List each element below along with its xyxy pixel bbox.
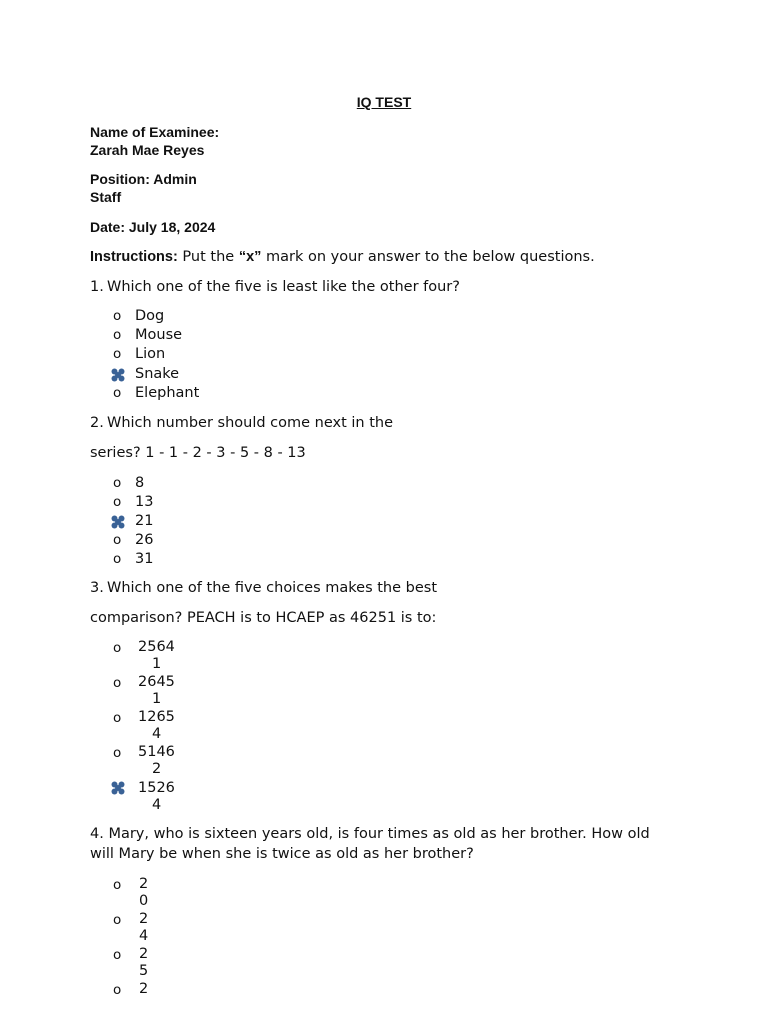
instructions-x-mark: “x” — [238, 249, 262, 265]
question-2-text-1: Which number should come next in the — [107, 415, 394, 431]
question-3 — [90, 579, 437, 597]
option-label: 2 — [139, 911, 149, 927]
option-label: 1526 — [138, 780, 175, 796]
option-label: Lion — [135, 346, 166, 362]
question-1 — [90, 278, 460, 296]
option-label-wrap: 0 — [139, 893, 149, 909]
question-4-text-2: will Mary be when she is twice as old as her brother? — [90, 846, 474, 862]
bullet: o — [113, 640, 122, 656]
option-label-wrap: 5 — [139, 963, 149, 979]
option-label: 21 — [135, 513, 154, 529]
bullet: o — [113, 877, 122, 893]
option-label: 2564 — [138, 639, 175, 655]
x-mark-icon — [111, 781, 125, 795]
bullet: o — [113, 675, 122, 691]
bullet: o — [113, 947, 122, 963]
instructions-text-2: mark on your answer to the below questions. — [261, 249, 595, 265]
examinee-name: Zarah Mae Reyes — [90, 142, 205, 158]
option-label-wrap: 4 — [152, 797, 162, 813]
option-label: 26 — [135, 532, 154, 548]
option-label: 13 — [135, 494, 154, 510]
question-2-text-2: series? 1 - 1 - 2 - 3 - 5 - 8 - 13 — [90, 445, 306, 461]
bullet: o — [113, 710, 122, 726]
option-label: Snake — [135, 366, 180, 382]
doc-title: IQ TEST — [356, 94, 412, 110]
option-label: 1265 — [138, 709, 175, 725]
bullet: o — [113, 494, 122, 510]
x-mark-icon — [111, 368, 125, 382]
x-mark-icon — [111, 515, 125, 529]
option-label-wrap: 1 — [152, 691, 162, 707]
option-label-wrap: 2 — [152, 761, 162, 777]
option-label: 8 — [135, 475, 145, 491]
question-1-text: Which one of the five is least like the other four? — [107, 279, 460, 295]
bullet: o — [113, 346, 122, 362]
position-line-2: Staff — [90, 189, 122, 205]
option-label: 5146 — [138, 744, 175, 760]
option-label-wrap: 4 — [152, 726, 162, 742]
option-label: 2 — [139, 981, 149, 997]
instructions-label: Instructions: — [90, 249, 178, 265]
question-3-text-2: comparison? PEACH is to HCAEP as 46251 is to: — [90, 610, 437, 626]
question-1-number: 1. — [90, 279, 104, 295]
question-4 — [90, 825, 650, 843]
bullet: o — [113, 327, 122, 343]
examinee-label: Name of Examinee: — [90, 124, 220, 140]
bullet: o — [113, 912, 122, 928]
instructions — [90, 248, 595, 266]
bullet: o — [113, 475, 122, 491]
option-label: 2 — [139, 946, 149, 962]
position-line-1: Position: Admin — [90, 171, 197, 187]
question-4-number: 4. — [90, 826, 104, 842]
question-4-text-1: Mary, who is sixteen years old, is four times as old as her brother. How old — [108, 826, 650, 842]
option-label: Elephant — [135, 385, 200, 401]
bullet: o — [113, 745, 122, 761]
exam-date: Date: July 18, 2024 — [90, 219, 216, 235]
question-3-text-1: Which one of the five choices makes the best — [107, 580, 438, 596]
option-label: 31 — [135, 551, 154, 567]
option-label: 2645 — [138, 674, 175, 690]
option-label-wrap: 4 — [139, 928, 149, 944]
bullet: o — [113, 308, 122, 324]
question-3-number: 3. — [90, 580, 104, 596]
option-label: 2 — [139, 876, 149, 892]
bullet: o — [113, 551, 122, 567]
option-label: Mouse — [135, 327, 183, 343]
option-label-wrap: 1 — [152, 656, 162, 672]
question-2 — [90, 414, 393, 432]
bullet: o — [113, 532, 122, 548]
question-2-number: 2. — [90, 415, 104, 431]
instructions-text-1: Put the — [177, 249, 239, 265]
bullet: o — [113, 982, 122, 998]
option-label: Dog — [135, 308, 165, 324]
bullet: o — [113, 385, 122, 401]
